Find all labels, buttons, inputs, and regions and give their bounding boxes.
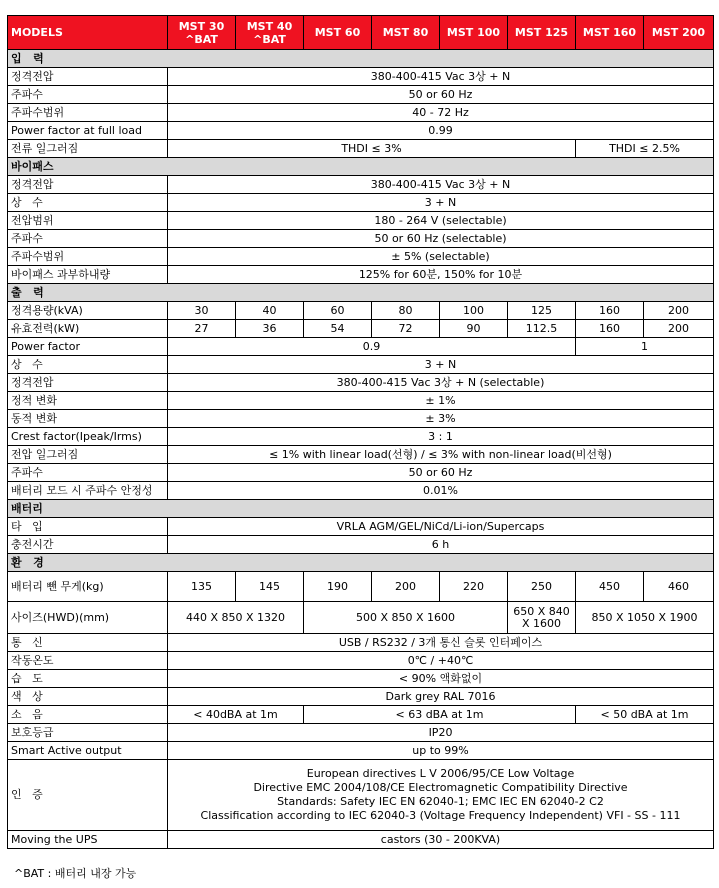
row-label: Moving the UPS xyxy=(8,831,168,849)
row-label: 정격전압 xyxy=(8,176,168,194)
section-bypass xyxy=(8,158,714,176)
model-header: MST 30 ^BAT xyxy=(168,16,236,50)
row-value: < 40dBA at 1m xyxy=(168,706,304,724)
table-row xyxy=(8,68,714,86)
row-label: 통 신 xyxy=(8,634,168,652)
cell-value: 220 xyxy=(440,572,508,602)
row-value: USB / RS232 / 3개 통신 슬롯 인터페이스 xyxy=(168,634,714,652)
table-row xyxy=(8,86,714,104)
table-row xyxy=(8,176,714,194)
row-label: 전압 일그러짐 xyxy=(8,446,168,464)
row-label: 작동온도 xyxy=(8,652,168,670)
table-row xyxy=(8,212,714,230)
row-value: 0.01% xyxy=(168,482,714,500)
row-label: 주파수 xyxy=(8,230,168,248)
row-value: < 50 dBA at 1m xyxy=(576,706,714,724)
section-battery xyxy=(8,500,714,518)
row-label: 습 도 xyxy=(8,670,168,688)
table-row xyxy=(8,140,714,158)
table-row xyxy=(8,634,714,652)
row-label: 상 수 xyxy=(8,194,168,212)
row-label: 전압범위 xyxy=(8,212,168,230)
row-value: IP20 xyxy=(168,724,714,742)
cell-value: 450 xyxy=(576,572,644,602)
table-row xyxy=(8,392,714,410)
cell-value: 30 xyxy=(168,302,236,320)
row-value: 0.9 xyxy=(168,338,576,356)
table-row xyxy=(8,760,714,831)
row-label: 인 증 xyxy=(8,760,168,831)
row-label: 정격전압 xyxy=(8,68,168,86)
row-value: 850 X 1050 X 1900 xyxy=(576,602,714,634)
section-title: 입 력 xyxy=(8,50,714,68)
table-row xyxy=(8,320,714,338)
row-value: < 63 dBA at 1m xyxy=(304,706,576,724)
row-value: 3 : 1 xyxy=(168,428,714,446)
cell-value: 125 xyxy=(508,302,576,320)
row-value: 380-400-415 Vac 3상 + N xyxy=(168,176,714,194)
header-row xyxy=(8,16,714,50)
row-value: Dark grey RAL 7016 xyxy=(168,688,714,706)
row-value: 6 h xyxy=(168,536,714,554)
cell-value: 190 xyxy=(304,572,372,602)
table-row xyxy=(8,248,714,266)
cell-value: 145 xyxy=(236,572,304,602)
row-value: 40 - 72 Hz xyxy=(168,104,714,122)
row-value: 0.99 xyxy=(168,122,714,140)
table-row xyxy=(8,572,714,602)
row-value: 3 + N xyxy=(168,356,714,374)
table-row xyxy=(8,652,714,670)
cell-value: 460 xyxy=(644,572,714,602)
row-value: ± 1% xyxy=(168,392,714,410)
row-value: THDI ≤ 3% xyxy=(168,140,576,158)
table-row xyxy=(8,338,714,356)
row-value: 50 or 60 Hz xyxy=(168,86,714,104)
cell-value: 80 xyxy=(372,302,440,320)
cell-value: 40 xyxy=(236,302,304,320)
spec-table xyxy=(7,15,714,849)
model-header: MST 40 ^BAT xyxy=(236,16,304,50)
row-label: 타 입 xyxy=(8,518,168,536)
table-row xyxy=(8,724,714,742)
table-row xyxy=(8,518,714,536)
cert-line: Classification according to IEC 62040-3 (Voltage Frequency Independent) VFI - SS - 111 xyxy=(200,809,681,822)
cell-value: 250 xyxy=(508,572,576,602)
row-label: 정적 변화 xyxy=(8,392,168,410)
model-header: MST 125 xyxy=(508,16,576,50)
table-row xyxy=(8,706,714,724)
cell-value: 200 xyxy=(644,302,714,320)
row-label: 정격전압 xyxy=(8,374,168,392)
row-value: 380-400-415 Vac 3상 + N xyxy=(168,68,714,86)
row-value: 3 + N xyxy=(168,194,714,212)
row-label: Smart Active output xyxy=(8,742,168,760)
row-label: 동적 변화 xyxy=(8,410,168,428)
table-row xyxy=(8,230,714,248)
cell-value: 36 xyxy=(236,320,304,338)
table-row xyxy=(8,266,714,284)
row-label: Power factor at full load xyxy=(8,122,168,140)
cell-value: 135 xyxy=(168,572,236,602)
section-environment xyxy=(8,554,714,572)
cert-line: Standards: Safety IEC EN 62040-1; EMC IEC EN 62040-2 C2 xyxy=(277,795,604,808)
row-label: 주파수 xyxy=(8,86,168,104)
row-value: 0℃ / +40℃ xyxy=(168,652,714,670)
row-value: THDI ≤ 2.5% xyxy=(576,140,714,158)
section-title: 출 력 xyxy=(8,284,714,302)
row-value: < 90% 액화없이 xyxy=(168,670,714,688)
cell-value: 200 xyxy=(372,572,440,602)
section-output xyxy=(8,284,714,302)
row-label: 사이즈(HWD)(mm) xyxy=(8,602,168,634)
row-value: ≤ 1% with linear load(선형) / ≤ 3% with non-linear load(비선형) xyxy=(168,446,714,464)
table-row xyxy=(8,602,714,634)
row-value: VRLA AGM/GEL/NiCd/Li-ion/Supercaps xyxy=(168,518,714,536)
cell-value: 27 xyxy=(168,320,236,338)
row-label: 주파수 xyxy=(8,464,168,482)
row-value: 1 xyxy=(576,338,714,356)
row-label: 전류 일그러짐 xyxy=(8,140,168,158)
model-header: MST 60 xyxy=(304,16,372,50)
table-row xyxy=(8,194,714,212)
section-title: 환 경 xyxy=(8,554,714,572)
row-value: 50 or 60 Hz xyxy=(168,464,714,482)
table-row xyxy=(8,446,714,464)
row-label: 정격용량(kVA) xyxy=(8,302,168,320)
cell-value: 200 xyxy=(644,320,714,338)
row-label: 바이패스 과부하내량 xyxy=(8,266,168,284)
section-input xyxy=(8,50,714,68)
cert-line: European directives L V 2006/95/CE Low Voltage xyxy=(306,767,575,780)
cell-value: 60 xyxy=(304,302,372,320)
row-value: ± 3% xyxy=(168,410,714,428)
row-label: 유효전력(kW) xyxy=(8,320,168,338)
row-label: Power factor xyxy=(8,338,168,356)
row-label: Crest factor(Ipeak/Irms) xyxy=(8,428,168,446)
table-row xyxy=(8,122,714,140)
model-header: MST 160 xyxy=(576,16,644,50)
row-label: 충전시간 xyxy=(8,536,168,554)
row-label: 배터리 모드 시 주파수 안정성 xyxy=(8,482,168,500)
table-row xyxy=(8,670,714,688)
row-label: 소 음 xyxy=(8,706,168,724)
row-value: 500 X 850 X 1600 xyxy=(304,602,508,634)
cert-line: Directive EMC 2004/108/CE Electromagnetic Compatibility Directive xyxy=(253,781,628,794)
table-row xyxy=(8,464,714,482)
cell-value: 160 xyxy=(576,320,644,338)
model-header: MST 200 xyxy=(644,16,714,50)
table-row xyxy=(8,104,714,122)
section-title: 바이패스 xyxy=(8,158,714,176)
row-label: 주파수범위 xyxy=(8,104,168,122)
row-label: 주파수범위 xyxy=(8,248,168,266)
row-value: 650 X 840 X 1600 xyxy=(508,602,576,634)
cell-value: 90 xyxy=(440,320,508,338)
cell-value: 54 xyxy=(304,320,372,338)
table-row xyxy=(8,410,714,428)
row-value: castors (30 - 200KVA) xyxy=(168,831,714,849)
row-value: 380-400-415 Vac 3상 + N (selectable) xyxy=(168,374,714,392)
models-header: MODELS xyxy=(8,16,168,50)
model-header: MST 80 xyxy=(372,16,440,50)
row-value: 440 X 850 X 1320 xyxy=(168,602,304,634)
table-row xyxy=(8,742,714,760)
cell-value: 112.5 xyxy=(508,320,576,338)
section-title: 배터리 xyxy=(8,500,714,518)
table-row xyxy=(8,482,714,500)
cell-value: 160 xyxy=(576,302,644,320)
cell-value: 72 xyxy=(372,320,440,338)
row-value: 50 or 60 Hz (selectable) xyxy=(168,230,714,248)
table-row xyxy=(8,536,714,554)
row-value: ± 5% (selectable) xyxy=(168,248,714,266)
row-value: up to 99% xyxy=(168,742,714,760)
row-label: 상 수 xyxy=(8,356,168,374)
certification-cell xyxy=(168,760,714,831)
table-row xyxy=(8,374,714,392)
table-row xyxy=(8,831,714,849)
footnote: ^BAT : 배터리 내장 가능 xyxy=(14,867,137,880)
row-value: 180 - 264 V (selectable) xyxy=(168,212,714,230)
row-label: 배터리 뺀 무게(kg) xyxy=(8,572,168,602)
table-row xyxy=(8,428,714,446)
table-row xyxy=(8,356,714,374)
row-label: 색 상 xyxy=(8,688,168,706)
row-value: 125% for 60분, 150% for 10분 xyxy=(168,266,714,284)
table-row xyxy=(8,302,714,320)
table-row xyxy=(8,688,714,706)
model-header: MST 100 xyxy=(440,16,508,50)
row-label: 보호등급 xyxy=(8,724,168,742)
cell-value: 100 xyxy=(440,302,508,320)
